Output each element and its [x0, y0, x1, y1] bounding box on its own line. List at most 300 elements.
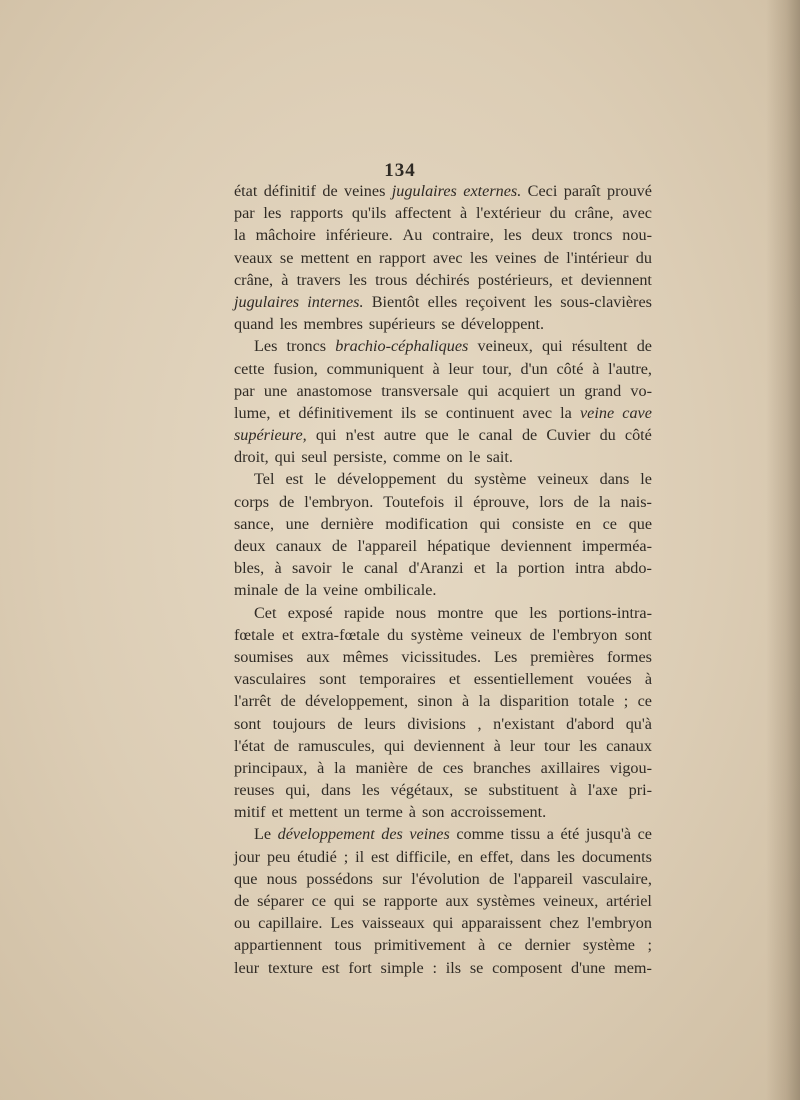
word: vaisseaux — [361, 914, 425, 933]
word: portion — [517, 559, 565, 578]
word: les — [529, 603, 548, 622]
word: l'embryon — [552, 625, 618, 644]
word: a — [546, 825, 554, 844]
text-line — [234, 468, 652, 490]
word: communiquent — [326, 359, 424, 378]
word: intra — [575, 559, 605, 578]
word: crâne, — [574, 204, 614, 223]
word: l'autre, — [608, 359, 652, 378]
word: Au — [402, 226, 423, 245]
word: Les — [330, 914, 354, 933]
word: et — [282, 625, 294, 644]
word: lume, — [234, 403, 271, 422]
word: Les — [254, 337, 278, 356]
word: chez — [549, 914, 580, 933]
word: aux — [445, 892, 469, 910]
word: veines — [409, 825, 450, 844]
word: mêmes — [342, 647, 389, 666]
word: minale — [234, 581, 279, 600]
word: nou- — [622, 226, 652, 245]
word: grand — [584, 381, 622, 400]
word: que — [494, 603, 518, 622]
word: de — [331, 537, 348, 555]
word: lors — [539, 492, 564, 511]
word: étudié — [297, 847, 337, 866]
word: la — [234, 226, 246, 245]
text-line — [234, 557, 652, 579]
word: le — [640, 470, 652, 489]
word: nous — [395, 603, 427, 622]
word: se — [441, 315, 455, 334]
word: seul — [301, 448, 328, 467]
word: de — [322, 182, 338, 200]
text-line — [234, 202, 652, 224]
word: et — [448, 670, 461, 689]
word: en — [457, 847, 474, 866]
word: Cuvier — [546, 426, 591, 445]
word: contraire, — [432, 226, 494, 245]
page-number: 134 — [384, 160, 416, 181]
word: quand — [234, 315, 274, 334]
word: son — [421, 803, 445, 822]
word: consiste — [511, 514, 565, 533]
word: terme — [365, 803, 403, 822]
word: systèmes — [476, 892, 536, 910]
word: dernier — [524, 936, 571, 955]
text-line — [234, 668, 652, 690]
word: à — [493, 736, 501, 755]
word: deviennent — [500, 537, 572, 555]
word: d'un — [520, 359, 548, 378]
word: l'embryon — [587, 914, 652, 933]
word: de — [529, 625, 545, 644]
word: paraît — [563, 182, 601, 200]
word: séparer — [257, 892, 304, 910]
text-line — [234, 779, 652, 801]
word: développement — [337, 470, 437, 489]
word: du — [599, 426, 616, 445]
word: savoir — [292, 559, 332, 578]
word: de — [521, 426, 538, 445]
word: à — [569, 781, 577, 800]
word: premières — [530, 647, 595, 666]
word: l'embryon. — [304, 492, 374, 511]
word: montre — [437, 603, 484, 622]
word: crâne, — [234, 270, 274, 289]
word: qui — [383, 736, 405, 755]
word: manière — [355, 758, 408, 777]
word: primitivement — [373, 936, 466, 955]
text-line — [234, 646, 652, 668]
word: persiste, — [333, 448, 387, 467]
word: qui — [467, 381, 489, 400]
word: système — [474, 470, 527, 489]
word: l'évolution — [411, 869, 480, 888]
word: trous — [375, 270, 408, 289]
word: hépatique — [427, 537, 491, 555]
word: sous-clavières — [560, 292, 652, 311]
word: ces — [442, 758, 464, 777]
word: ou — [234, 914, 251, 933]
word: avec — [522, 403, 553, 422]
word: composent — [492, 958, 563, 977]
word: l'axe — [587, 781, 618, 800]
word: de — [280, 692, 296, 711]
word: accroissement. — [450, 803, 547, 822]
word: postérieurs, — [477, 270, 553, 289]
word: rapporte — [383, 892, 438, 910]
word: Ceci — [527, 182, 558, 200]
word: dans — [321, 781, 351, 800]
word: qui, — [285, 781, 311, 800]
word: mitif — [234, 803, 266, 822]
word: de — [284, 581, 300, 600]
word: à — [408, 803, 416, 822]
word: ce — [311, 892, 327, 910]
word: il — [454, 492, 464, 511]
word: sont — [234, 714, 261, 733]
word: et — [561, 270, 573, 289]
word: l'appareil — [357, 537, 418, 555]
word: brachio-céphaliques — [335, 337, 469, 356]
word: à — [317, 758, 325, 777]
word: apparaissent — [461, 914, 542, 933]
word: un — [343, 803, 360, 822]
word: avec — [432, 248, 463, 267]
word: n'est — [345, 426, 375, 445]
word: elles — [427, 292, 458, 311]
text-line — [234, 180, 652, 202]
word: un — [558, 381, 576, 400]
word: substituent — [488, 781, 559, 800]
word: mâchoire — [255, 226, 316, 245]
word: par — [234, 381, 255, 400]
word: sont — [319, 670, 347, 689]
word: mettent — [300, 248, 350, 267]
word: les — [503, 226, 522, 245]
word: de — [543, 248, 559, 267]
text-line — [234, 912, 652, 934]
word: documents — [581, 847, 652, 866]
word: n'existant — [493, 714, 555, 733]
word: Tel — [254, 470, 275, 489]
word: disparition — [499, 692, 569, 711]
word: les — [556, 847, 575, 866]
word: ombilicale. — [364, 581, 437, 600]
word: Toutefois — [383, 492, 445, 511]
word: vouées — [586, 670, 632, 689]
word: dernière — [320, 514, 374, 533]
word: du — [387, 625, 404, 644]
text-line — [234, 224, 652, 246]
word: autre — [383, 426, 417, 445]
word: se — [279, 248, 294, 267]
word: tour — [544, 736, 571, 755]
word: jusqu'à — [585, 825, 632, 844]
word: ce — [602, 514, 617, 533]
word: jugulaires — [391, 182, 457, 200]
word: du — [447, 470, 464, 489]
word: on — [446, 448, 463, 467]
word: veaux — [234, 248, 273, 267]
word: ils — [400, 403, 417, 422]
word: qui — [333, 892, 355, 910]
word: travers — [296, 270, 341, 289]
word: modification — [385, 514, 468, 533]
text-line — [234, 269, 652, 291]
word: il — [355, 847, 365, 866]
word: jour — [234, 847, 261, 866]
text-line — [234, 535, 652, 557]
word: du — [549, 204, 566, 223]
word: possédons — [306, 869, 373, 888]
word: les — [348, 270, 367, 289]
word: sance, — [234, 514, 274, 533]
word: exposé — [287, 603, 333, 622]
word: les — [579, 736, 598, 755]
word: nous — [266, 869, 298, 888]
word: état — [234, 182, 258, 200]
word: leurs — [364, 714, 396, 733]
text-line — [234, 801, 652, 823]
word: nais- — [620, 492, 652, 511]
word: veines — [344, 182, 386, 200]
word: sont — [624, 625, 652, 644]
word: ce — [637, 825, 652, 844]
word: les — [263, 204, 282, 223]
word: leur — [234, 958, 260, 977]
word: deviennent — [413, 736, 485, 755]
word: qu'ils — [351, 204, 387, 223]
word: , — [477, 714, 482, 733]
word: rapport — [378, 248, 426, 267]
word: veineux, — [542, 892, 599, 910]
word: de — [417, 758, 433, 777]
word: principaux, — [234, 758, 308, 777]
word: en — [356, 248, 372, 267]
word: reuses — [234, 781, 275, 800]
word: dans — [520, 847, 551, 866]
word: veines — [495, 248, 537, 267]
text-line — [234, 291, 652, 313]
text-line — [234, 313, 652, 335]
text-line — [234, 247, 652, 269]
word: cette — [234, 359, 265, 378]
word: mettent — [289, 803, 338, 822]
word: de — [279, 492, 295, 511]
text-line — [234, 713, 652, 735]
word: ils — [445, 958, 462, 977]
word: veineux, — [477, 337, 533, 356]
word: l'intérieur — [566, 248, 629, 267]
word: qui — [541, 337, 563, 356]
word: vicissitudes. — [401, 647, 482, 666]
word: aux — [306, 647, 330, 666]
word: jugulaires — [234, 292, 300, 311]
word: la — [560, 403, 572, 422]
word: pri- — [628, 781, 652, 800]
word: végétaux, — [390, 781, 454, 800]
word: rapide — [343, 603, 385, 622]
word: vasculaire, — [582, 869, 652, 888]
word: le — [314, 470, 327, 489]
word: membres — [303, 315, 363, 334]
word: canal — [363, 559, 399, 578]
word: acquiert — [497, 381, 550, 400]
word: dans — [599, 470, 630, 489]
word: deux — [234, 537, 266, 555]
word: éprouve, — [473, 492, 530, 511]
word: sur — [382, 869, 402, 888]
word: divisions — [407, 714, 466, 733]
text-line — [234, 735, 652, 757]
word: à — [281, 270, 289, 289]
word: Les — [493, 647, 518, 666]
text-line — [234, 446, 652, 468]
word: canal — [478, 426, 513, 445]
word: prouvé — [607, 182, 652, 200]
word: vasculaires — [234, 670, 306, 689]
word: développement, — [305, 692, 409, 711]
word: qui — [479, 514, 501, 533]
word: ramuscules, — [298, 736, 375, 755]
text-line — [234, 424, 652, 446]
word: portions-intra- — [558, 603, 652, 622]
text-line — [234, 358, 652, 380]
word: de — [573, 492, 589, 511]
word: de — [337, 714, 353, 733]
word: une — [263, 381, 288, 400]
word: définitif — [263, 182, 316, 200]
word: : — [432, 958, 437, 977]
text-line — [234, 335, 652, 357]
word: toujours — [272, 714, 326, 733]
word: l'extérieur — [475, 204, 541, 223]
word: fœtale — [234, 625, 275, 644]
word: avec — [622, 204, 652, 223]
word: cave — [622, 403, 652, 422]
word: Cet — [254, 603, 277, 622]
word: veine — [579, 403, 615, 422]
word: de — [273, 736, 290, 755]
word: deux — [531, 226, 563, 245]
word: côté — [556, 359, 584, 378]
word: bles, — [234, 559, 265, 578]
word: développement — [277, 825, 375, 844]
text-line — [234, 846, 652, 868]
word: leur — [448, 359, 474, 378]
word: à — [644, 670, 652, 689]
word: qui — [274, 448, 296, 467]
word: se — [464, 781, 478, 800]
word: imperméa- — [581, 537, 652, 555]
word: difficile, — [395, 847, 451, 866]
word: et — [271, 803, 284, 822]
word: affectent — [394, 204, 452, 223]
word: que — [425, 426, 449, 445]
word: est — [285, 470, 304, 489]
word: totale — [578, 692, 615, 711]
word: formes — [607, 647, 652, 666]
word: inférieure. — [325, 226, 393, 245]
word: mem- — [614, 958, 652, 977]
word: du — [635, 248, 652, 267]
word: à — [432, 359, 440, 378]
word: système — [582, 936, 635, 955]
word: transversale — [381, 381, 459, 400]
word: texture — [267, 958, 313, 977]
word: se — [469, 958, 484, 977]
word: à — [274, 559, 282, 578]
word: veineux — [537, 470, 589, 489]
text-line — [234, 823, 652, 845]
word: peu — [266, 847, 291, 866]
word: des — [381, 825, 403, 844]
word: canaux — [606, 736, 652, 755]
word: vo- — [630, 381, 652, 400]
word: déchirés — [415, 270, 470, 289]
word: à — [478, 936, 486, 955]
word: reçoivent — [465, 292, 526, 311]
word: la — [598, 492, 611, 511]
word: en — [575, 514, 591, 533]
text-line — [234, 957, 652, 979]
word: leur — [509, 736, 536, 755]
word: appartiennent — [234, 936, 323, 955]
word: le — [457, 426, 470, 445]
word: d'une — [570, 958, 606, 977]
word: effet, — [480, 847, 514, 866]
word: continuent — [445, 403, 515, 422]
word: capillaire. — [258, 914, 323, 933]
word: veine — [323, 581, 359, 600]
word: abdo- — [615, 559, 652, 578]
word: supérieure, — [234, 426, 307, 445]
word: que — [234, 869, 258, 888]
word: la — [495, 559, 508, 578]
word: et — [278, 403, 291, 422]
word: une — [285, 514, 309, 533]
text-line — [234, 402, 652, 424]
text-line — [234, 380, 652, 402]
word: ; — [343, 847, 349, 866]
word: à — [592, 359, 600, 378]
word: qui — [432, 914, 454, 933]
word: deviennent — [580, 270, 652, 289]
word: externes. — [463, 182, 522, 200]
word: ce — [497, 936, 513, 955]
word: ce — [637, 692, 652, 711]
word: tous — [334, 936, 362, 955]
word: fort — [348, 958, 372, 977]
word: résultent — [571, 337, 628, 356]
word: d'Aranzi — [408, 559, 464, 578]
word: la — [478, 692, 491, 711]
word: comme — [392, 448, 441, 467]
word: axillaires — [540, 758, 600, 777]
word: internes. — [307, 292, 364, 311]
word: et — [473, 559, 486, 578]
word: d'abord — [566, 714, 615, 733]
word: extra-fœtale — [301, 625, 380, 644]
word: troncs — [286, 337, 327, 356]
word: les — [361, 781, 380, 800]
word: veineux — [470, 625, 522, 644]
word: temporaires — [359, 670, 436, 689]
word: qu'à — [625, 714, 652, 733]
text-line — [234, 624, 652, 646]
word: droit, — [234, 448, 269, 467]
